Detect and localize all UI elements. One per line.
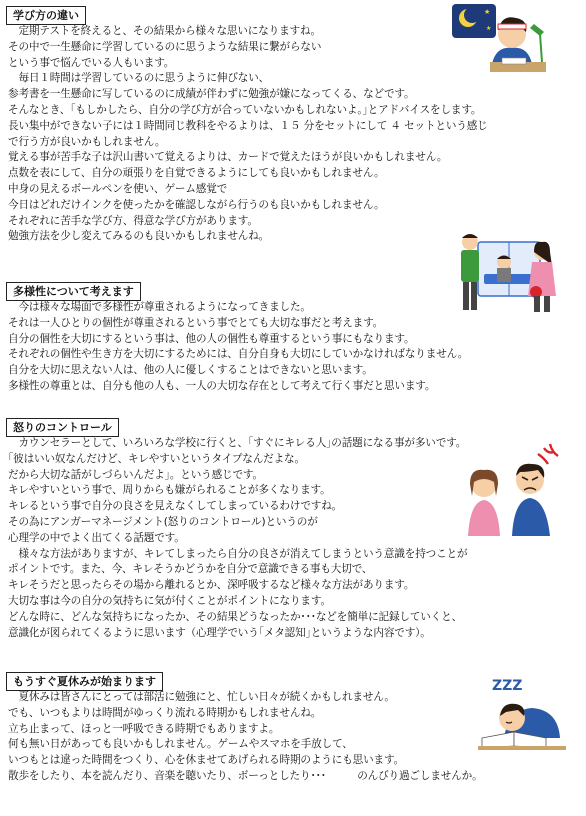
body-line: 点数を表にして、自分の頑張りを自覚できるようにしても良いかもしれません。 xyxy=(8,167,385,180)
angry-couple-illustration xyxy=(458,440,562,538)
open-book xyxy=(482,732,514,748)
body-line: それぞれの個性や生き方を大切にするためには、自分自身も大切にしていかなければなりません。 xyxy=(8,348,469,361)
body-line: 意識化が図られてくるように思います（心理学でいう｢メタ認知｣というような内容です）。 xyxy=(8,626,431,639)
body-line: でも、いつもよりは時間がゆっくり流れる時期かもしれませんね。 xyxy=(8,706,322,719)
body-line: 定期テストを終えると、その結果から様々な思いになりますね。 xyxy=(8,25,321,37)
desk-lamp xyxy=(530,24,544,36)
body-line: それは一人ひとりの個性が尊重されるという事でとても大切な事だと考えます。 xyxy=(8,316,384,329)
section-heading: 多様性について考えます xyxy=(6,282,141,301)
body-line: どんな時に、どんな気持ちになったか、その結果どうなったか･･･などを簡単に記録していくと、 xyxy=(8,610,463,623)
body-line: 中身の見えるボールペンを使い、ゲーム感覚で xyxy=(8,182,228,195)
body-line: 夏休みは皆さんにとっては部活に勉強にと、忙しい日々が続くかもしれません。 xyxy=(8,691,395,703)
sleep-zzz-text: ZZZ xyxy=(492,678,523,694)
svg-text:★: ★ xyxy=(484,8,491,16)
body-line: その為にアンガーマネージメント(怒りのコントロール)というのが xyxy=(8,515,318,528)
section-heading: 怒りのコントロール xyxy=(6,418,119,437)
body-line: 立ち止まって、ほっと一呼吸できる時期でもありますよ。 xyxy=(8,722,280,735)
body-line: 自分の個性を大切にするという事は、他の人の個性も尊重するという事にもなります。 xyxy=(8,332,415,345)
body-line: そんなとき、｢もしかしたら、自分の学び方が合っていないかもしれないよ。｣とアドバイスをします。 xyxy=(8,103,482,116)
body-line: 長い集中ができない子には１時間同じ教科をやるよりは、１５ 分をセットにして ４ セットという感じ xyxy=(8,119,488,132)
passenger-body xyxy=(461,250,479,282)
body-line: 様々な方法がありますが、キレてしまったら自分の良さが消えてしまうという意識を持つことが xyxy=(8,547,468,560)
studying-at-night-illustration xyxy=(446,2,556,80)
headband xyxy=(498,24,526,29)
section-body xyxy=(8,24,488,245)
passenger-body xyxy=(497,268,511,282)
body-line: 大切な事は今の自分の気持ちに気が付くことがポイントになります。 xyxy=(8,594,331,607)
angry-boy-body xyxy=(512,498,550,536)
body-line: 参考書を一生懸命に写しているのに成績が伴わずに勉強が嫌になってくる、などです。 xyxy=(8,88,415,101)
body-line: ｢彼はいい奴なんだけど、キレやすいというタイプなんだよな。 xyxy=(8,452,305,465)
body-line: 覚える事が苦手な子は沢山書いて覚えるよりは、カードで覚えたほうが良いかもしれません。 xyxy=(8,151,448,164)
body-line: カウンセラーとして、いろいろな学校に行くと、｢すぐにキレる人｣の話題になる事が多いです。 xyxy=(8,437,467,449)
section-heading: 学び方の違い xyxy=(6,6,86,25)
body-line: キレるという事で自分の良さを見えなくしてしまっているわけですね。 xyxy=(8,500,343,513)
notebook xyxy=(502,58,526,64)
body-line: 多様性の尊重とは、自分も他の人も、一人の大切な存在として考えて行く事だと思います。 xyxy=(8,379,436,392)
body-line: 散歩をしたり、本を読んだり、音楽を聴いたり、ボーっとしたり･･･ のんびり過ごしませんか。 xyxy=(8,769,483,782)
body-line: 今日はどれだけインクを使ったかを確認しながら行うのも良いかもしれません。 xyxy=(8,198,385,211)
body-line: それぞれに苦手な学び方、得意な学び方があります。 xyxy=(8,214,258,227)
body-line: で行う方が良いかもしれません。 xyxy=(8,135,166,148)
body-line: 毎日１時間は学習しているのに思うように伸びない、 xyxy=(8,72,270,85)
train-passengers-illustration xyxy=(454,222,564,316)
svg-text:★: ★ xyxy=(486,25,492,32)
worried-girl-body xyxy=(468,500,500,536)
section-body xyxy=(8,300,468,395)
section-body xyxy=(8,436,467,641)
body-line: 心理学の中でよく出てくる話題です。 xyxy=(8,531,185,544)
section-body xyxy=(8,690,483,785)
desk xyxy=(478,746,566,750)
section-heading: もうすぐ夏休みが始まります xyxy=(6,672,163,691)
body-line: キレそうだと思ったらその場から離れるとか、深呼吸するなど様々な方法があります。 xyxy=(8,579,415,592)
body-line: 勉強方法を少し変えてみるのも良いかもしれませんね。 xyxy=(8,230,270,243)
body-line: いつもとは違った時間をつくり、心を休ませてあげられる時期のようにも思います。 xyxy=(8,754,405,767)
body-line: 今は様々な場面で多様性が尊重されるようになってきました。 xyxy=(8,301,311,313)
body-line: という事で悩んでいる人もいます。 xyxy=(8,56,175,69)
body-line: ポイントです。また、今、キレそうかどうかを自分で意識できる事も大切で、 xyxy=(8,563,373,576)
body-line: その中で一生懸命に学習しているのに思うような結果に繋がらない xyxy=(8,40,322,53)
body-line: キレやすいという事で、周りからも嫌がられることが多くなります。 xyxy=(8,484,331,497)
anger-mark-icon xyxy=(538,444,558,464)
sleeping-student-illustration xyxy=(474,668,570,750)
body-line: だから大切な話がしづらいんだよ｣。という感じです。 xyxy=(8,468,263,481)
body-line: 何も無い日があっても良いかもしれません。ゲームやスマホを手放して、 xyxy=(8,738,353,751)
body-line: 自分を大切に思えない人は、他の人に優しくすることはできないと思います。 xyxy=(8,364,373,377)
